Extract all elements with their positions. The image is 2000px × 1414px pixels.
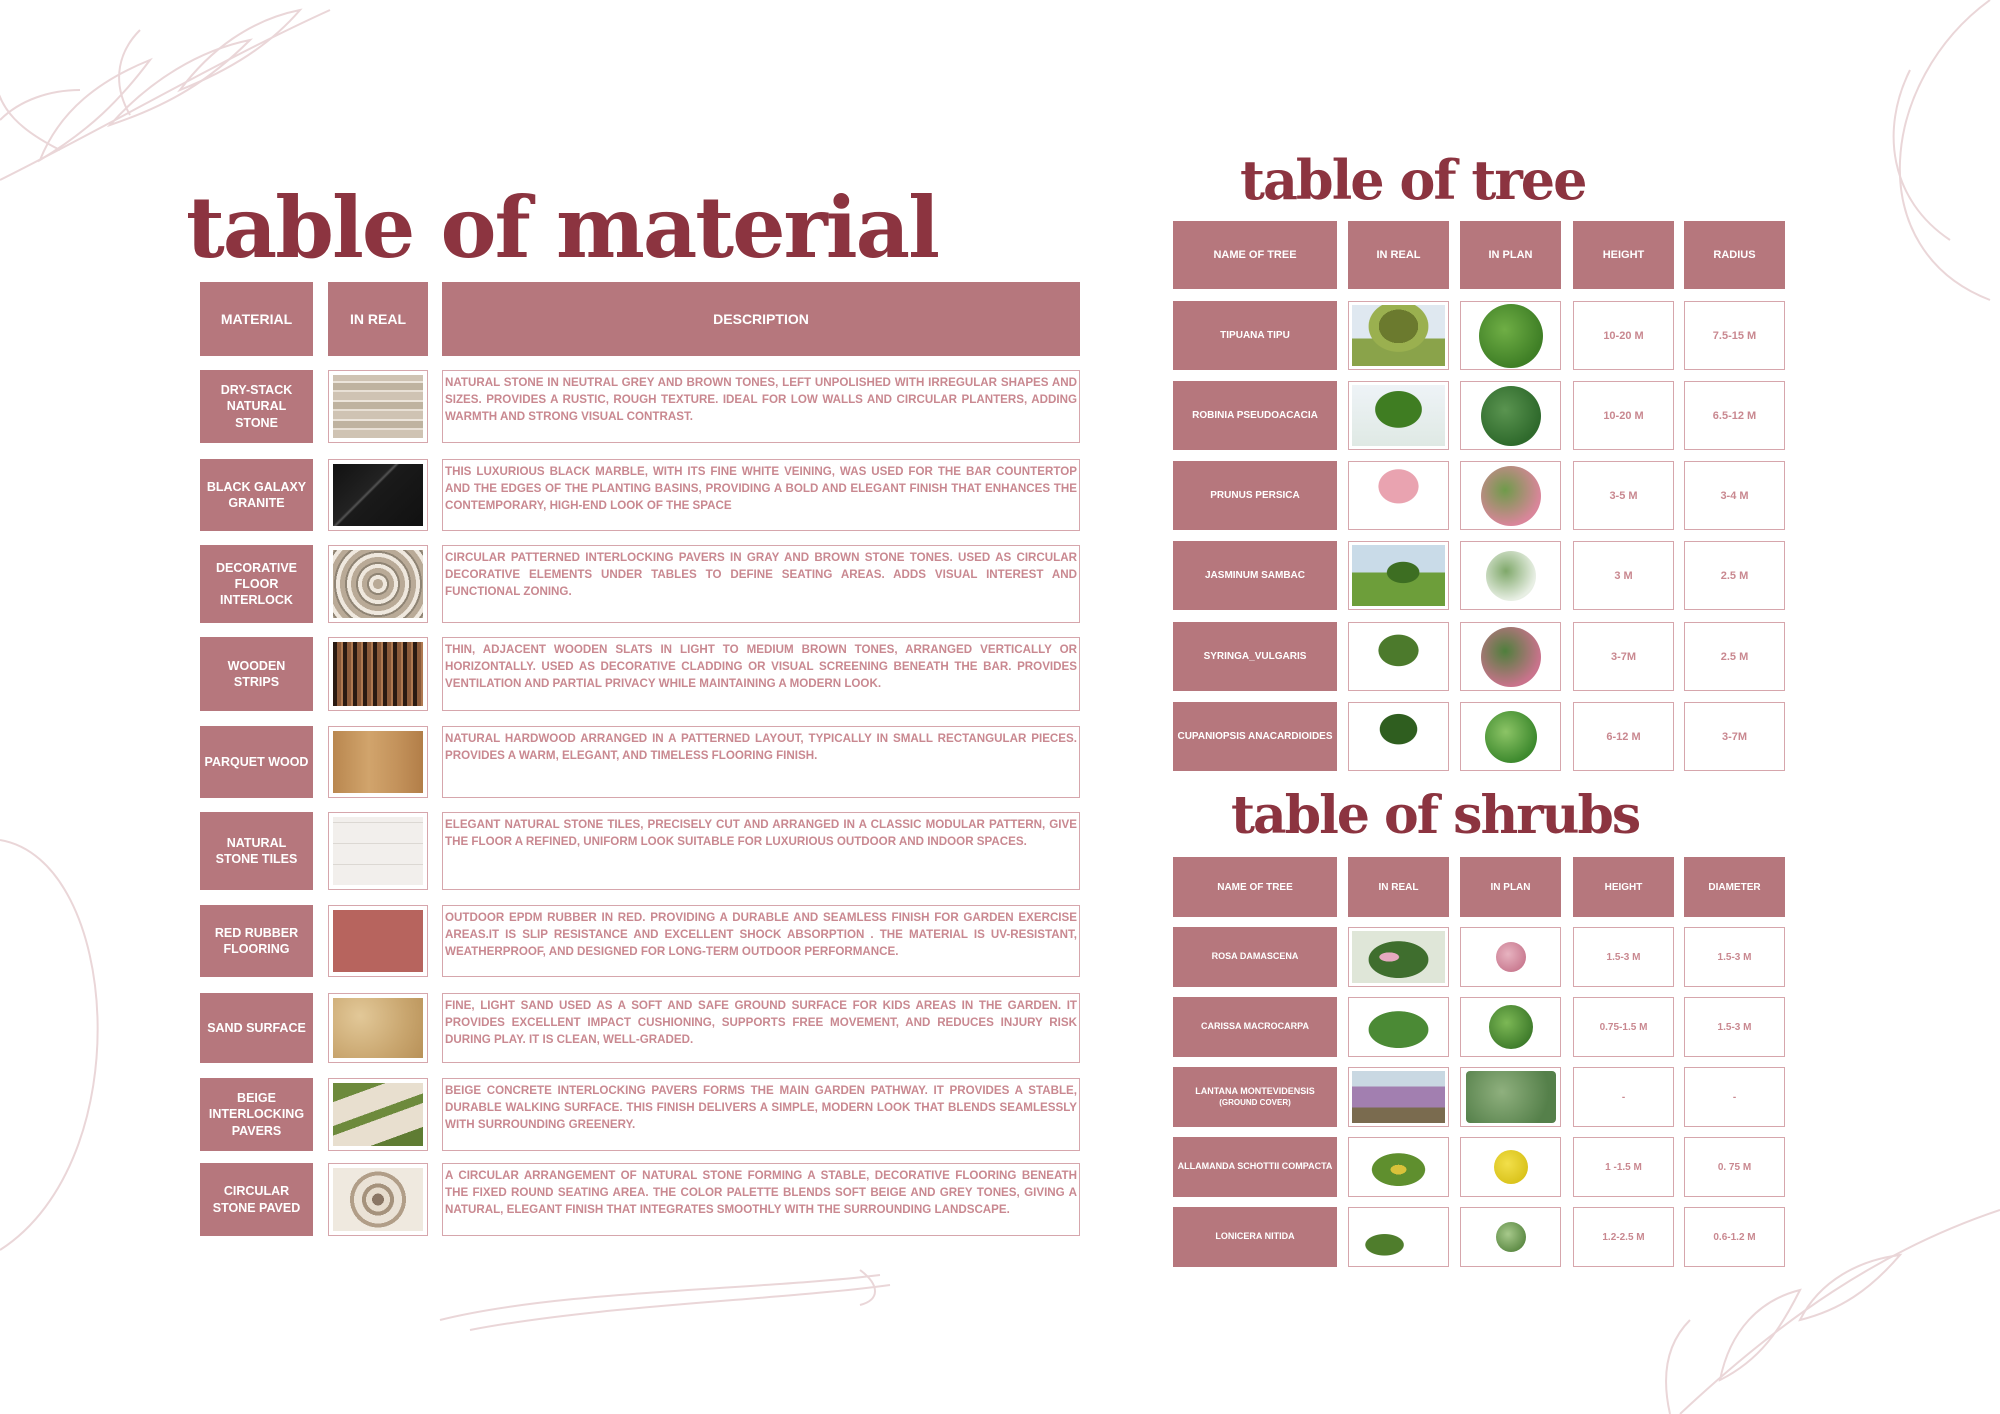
material-name-6: RED RUBBER FLOORING: [200, 905, 313, 977]
tree-real-photo-0: [1348, 301, 1449, 370]
material-description-6: OUTDOOR EPDM RUBBER IN RED. PROVIDING A DURABLE AND SEAMLESS FINISH FOR GARDEN EXERCISE AREAS.IT IS SLIP RESISTANCE AND EXCELLENT SHOCK ABSORPTION . THE MATERIAL IS UV-RESISTANT, WEATHERPROOF, AND DESIGNED FOR LONG-TERM OUTDOOR PERFORMANCE.: [442, 905, 1080, 977]
material-swatch-2: [328, 545, 428, 623]
shrub-header-1: IN REAL: [1348, 857, 1449, 917]
shrub-name-text: LANTANA MONTEVIDENSIS: [1195, 1085, 1315, 1096]
tree-real-photo-2: [1348, 461, 1449, 530]
material-swatch-8: [328, 1078, 428, 1151]
shrub-plan-icon: [1466, 1071, 1556, 1123]
shrub-header-4: DIAMETER: [1684, 857, 1785, 917]
shrub-name-2: [1173, 1067, 1337, 1127]
tree-radius-0: 7.5-15 M: [1684, 301, 1785, 370]
shrub-plan-symbol-2: [1460, 1067, 1561, 1127]
tree-real-photo-1: [1348, 381, 1449, 450]
material-description-1: THIS LUXURIOUS BLACK MARBLE, WITH ITS FINE WHITE VEINING, WAS USED FOR THE BAR COUNTERTOP AND THE EDGES OF THE PLANTING BASINS, PROVIDING A BOLD AND ELEGANT FINISH THAT ENHANCES THE CONTEMPORARY, HIGH-END LOOK OF THE SPACE: [442, 459, 1080, 531]
shrub-height-1: 0.75-1.5 M: [1573, 997, 1674, 1057]
shrub-plan-symbol-3: [1460, 1137, 1561, 1197]
shrub-plan-symbol-0: [1460, 927, 1561, 987]
shrub-name-note: (GROUND COVER): [1219, 1097, 1291, 1107]
material-description-9: A CIRCULAR ARRANGEMENT OF NATURAL STONE FORMING A STABLE, DECORATIVE FLOORING BENEATH THE FIXED ROUND SEATING AREA. THE COLOR PALETTE BLENDS SOFT BEIGE AND GREY TONES, GIVING A NATURAL, ELEGANT FINISH THAT INTEGRATES SMOOTHLY WITH THE SURROUNDING LANDSCAPE.: [442, 1163, 1080, 1236]
shrub-name-1: [1173, 997, 1337, 1057]
tree-radius-5: 3-7M: [1684, 702, 1785, 771]
shrub-height-0: 1.5-3 M: [1573, 927, 1674, 987]
shrub-real-photo-2: [1348, 1067, 1449, 1127]
tree-photo-image: [1352, 706, 1445, 767]
shrub-plan-symbol-1: [1460, 997, 1561, 1057]
shrub-header-0: NAME OF TREE: [1173, 857, 1337, 917]
tree-plan-icon: [1481, 386, 1541, 446]
material-name-4: PARQUET WOOD: [200, 726, 313, 798]
material-texture-image: [333, 817, 423, 885]
tree-header-4: RADIUS: [1684, 221, 1785, 289]
shrub-diameter-3: 0. 75 M: [1684, 1137, 1785, 1197]
material-texture-image: [333, 1168, 423, 1231]
material-swatch-9: [328, 1163, 428, 1236]
material-name-3: WOODEN STRIPS: [200, 637, 313, 711]
tree-header-0: NAME OF TREE: [1173, 221, 1337, 289]
material-name-5: NATURAL STONE TILES: [200, 812, 313, 890]
material-texture-image: [333, 998, 423, 1058]
shrub-name-text: ROSA DAMASCENA: [1211, 951, 1299, 962]
shrub-photo-image: [1352, 1211, 1445, 1263]
shrub-photo-image: [1352, 1141, 1445, 1193]
shrub-header-2: IN PLAN: [1460, 857, 1561, 917]
tree-plan-symbol-5: [1460, 702, 1561, 771]
material-swatch-0: [328, 370, 428, 443]
tree-name-3: JASMINUM SAMBAC: [1173, 541, 1337, 610]
material-description-3: THIN, ADJACENT WOODEN SLATS IN LIGHT TO MEDIUM BROWN TONES, ARRANGED VERTICALLY OR HORIZONTALLY. USED AS DECORATIVE CLADDING OR VISUAL SCREENING BENEATH THE BAR. PROVIDES VENTILATION AND PARTIAL PRIVACY WHILE MAINTAINING A MODERN LOOK.: [442, 637, 1080, 711]
shrub-photo-image: [1352, 1071, 1445, 1123]
tree-name-1: ROBINIA PSEUDOACACIA: [1173, 381, 1337, 450]
tree-height-5: 6-12 M: [1573, 702, 1674, 771]
tree-height-2: 3-5 M: [1573, 461, 1674, 530]
shrub-real-photo-3: [1348, 1137, 1449, 1197]
shrub-table-title: table of shrubs: [1231, 785, 1640, 846]
shrub-plan-icon: [1494, 1150, 1528, 1184]
material-name-7: SAND SURFACE: [200, 993, 313, 1063]
tree-real-photo-3: [1348, 541, 1449, 610]
material-texture-image: [333, 464, 423, 526]
tree-header-1: IN REAL: [1348, 221, 1449, 289]
tree-photo-image: [1352, 305, 1445, 366]
tree-header-2: IN PLAN: [1460, 221, 1561, 289]
material-swatch-4: [328, 726, 428, 798]
tree-photo-image: [1352, 545, 1445, 606]
tree-plan-icon: [1486, 551, 1536, 601]
shrub-photo-image: [1352, 931, 1445, 983]
tree-height-3: 3 M: [1573, 541, 1674, 610]
material-header-1: IN REAL: [328, 282, 428, 356]
tree-plan-symbol-4: [1460, 622, 1561, 691]
tree-name-2: PRUNUS PERSICA: [1173, 461, 1337, 530]
material-swatch-7: [328, 993, 428, 1063]
shrub-real-photo-1: [1348, 997, 1449, 1057]
tree-table-title: table of tree: [1240, 148, 1586, 212]
material-header-0: MATERIAL: [200, 282, 313, 356]
material-name-2: DECORATIVE FLOOR INTERLOCK: [200, 545, 313, 623]
material-texture-image: [333, 1083, 423, 1146]
tree-name-0: TIPUANA TIPU: [1173, 301, 1337, 370]
shrub-plan-icon: [1496, 942, 1526, 972]
material-description-0: NATURAL STONE IN NEUTRAL GREY AND BROWN TONES, LEFT UNPOLISHED WITH IRREGULAR SHAPES AND SIZES. PROVIDES A RUSTIC, ROUGH TEXTURE. IDEAL FOR LOW WALLS AND CIRCULAR PLANTERS, ADDING WARMTH AND STRONG VISUAL CONTRAST.: [442, 370, 1080, 443]
shrub-diameter-4: 0.6-1.2 M: [1684, 1207, 1785, 1267]
shrub-name-3: [1173, 1137, 1337, 1197]
material-header-2: DESCRIPTION: [442, 282, 1080, 356]
shrub-real-photo-4: [1348, 1207, 1449, 1267]
tree-plan-symbol-0: [1460, 301, 1561, 370]
tree-plan-icon: [1481, 627, 1541, 687]
tree-plan-icon: [1485, 711, 1537, 763]
tree-plan-icon: [1479, 304, 1543, 368]
material-name-9: CIRCULAR STONE PAVED: [200, 1163, 313, 1236]
shrub-name-0: [1173, 927, 1337, 987]
tree-header-3: HEIGHT: [1573, 221, 1674, 289]
material-texture-image: [333, 642, 423, 706]
material-description-7: FINE, LIGHT SAND USED AS A SOFT AND SAFE GROUND SURFACE FOR KIDS AREAS IN THE GARDEN. IT PROVIDES EXCELLENT IMPACT CUSHIONING, SUPPORTS FREE MOVEMENT, AND REDUCES INJURY RISK DURING PLAY. IT IS CLEAN, WELL-GRADED.: [442, 993, 1080, 1063]
material-texture-image: [333, 550, 423, 618]
tree-radius-1: 6.5-12 M: [1684, 381, 1785, 450]
shrub-height-2: -: [1573, 1067, 1674, 1127]
shrub-diameter-0: 1.5-3 M: [1684, 927, 1785, 987]
shrub-name-text: ALLAMANDA SCHOTTII COMPACTA: [1177, 1161, 1333, 1172]
tree-plan-symbol-1: [1460, 381, 1561, 450]
material-description-2: CIRCULAR PATTERNED INTERLOCKING PAVERS IN GRAY AND BROWN STONE TONES. USED AS CIRCULAR DECORATIVE ELEMENTS UNDER TABLES TO DEFINE SEATING AREAS. ADDS VISUAL INTEREST AND FUNCTIONAL ZONING.: [442, 545, 1080, 623]
tree-photo-image: [1352, 465, 1445, 526]
material-description-5: ELEGANT NATURAL STONE TILES, PRECISELY CUT AND ARRANGED IN A CLASSIC MODULAR PATTERN, GIVE THE FLOOR A REFINED, UNIFORM LOOK SUITABLE FOR LUXURIOUS OUTDOOR AND INDOOR SPACES.: [442, 812, 1080, 890]
tree-plan-symbol-3: [1460, 541, 1561, 610]
tree-real-photo-5: [1348, 702, 1449, 771]
tree-photo-image: [1352, 385, 1445, 446]
tree-radius-4: 2.5 M: [1684, 622, 1785, 691]
material-swatch-5: [328, 812, 428, 890]
shrub-diameter-2: -: [1684, 1067, 1785, 1127]
material-name-1: BLACK GALAXY GRANITE: [200, 459, 313, 531]
material-name-0: DRY-STACK NATURAL STONE: [200, 370, 313, 443]
shrub-height-3: 1 -1.5 M: [1573, 1137, 1674, 1197]
tree-plan-icon: [1481, 466, 1541, 526]
tree-height-1: 10-20 M: [1573, 381, 1674, 450]
material-table-title: table of material: [186, 178, 939, 277]
tree-height-4: 3-7M: [1573, 622, 1674, 691]
shrub-plan-icon: [1496, 1222, 1526, 1252]
material-name-8: BEIGE INTERLOCKING PAVERS: [200, 1078, 313, 1151]
shrub-height-4: 1.2-2.5 M: [1573, 1207, 1674, 1267]
material-swatch-3: [328, 637, 428, 711]
material-texture-image: [333, 731, 423, 793]
material-texture-image: [333, 910, 423, 972]
shrub-name-text: LONICERA NITIDA: [1215, 1231, 1295, 1242]
tree-height-0: 10-20 M: [1573, 301, 1674, 370]
tree-radius-3: 2.5 M: [1684, 541, 1785, 610]
tree-radius-2: 3-4 M: [1684, 461, 1785, 530]
shrub-photo-image: [1352, 1001, 1445, 1053]
material-description-4: NATURAL HARDWOOD ARRANGED IN A PATTERNED LAYOUT, TYPICALLY IN SMALL RECTANGULAR PIECES. PROVIDES A WARM, ELEGANT, AND TIMELESS FLOORING FINISH.: [442, 726, 1080, 798]
shrub-real-photo-0: [1348, 927, 1449, 987]
tree-name-4: SYRINGA_VULGARIS: [1173, 622, 1337, 691]
tree-name-5: CUPANIOPSIS ANACARDIOIDES: [1173, 702, 1337, 771]
material-swatch-1: [328, 459, 428, 531]
shrub-header-3: HEIGHT: [1573, 857, 1674, 917]
shrub-name-4: [1173, 1207, 1337, 1267]
material-swatch-6: [328, 905, 428, 977]
material-description-8: BEIGE CONCRETE INTERLOCKING PAVERS FORMS THE MAIN GARDEN PATHWAY. IT PROVIDES A STABLE, DURABLE WALKING SURFACE. THIS FINISH DELIVERS A SIMPLE, MODERN LOOK THAT BLENDS SEAMLESSLY WITH SURROUNDING GREENERY.: [442, 1078, 1080, 1151]
tree-plan-symbol-2: [1460, 461, 1561, 530]
shrub-name-text: CARISSA MACROCARPA: [1201, 1021, 1309, 1032]
shrub-diameter-1: 1.5-3 M: [1684, 997, 1785, 1057]
material-texture-image: [333, 375, 423, 438]
shrub-plan-icon: [1489, 1005, 1533, 1049]
shrub-plan-symbol-4: [1460, 1207, 1561, 1267]
tree-photo-image: [1352, 626, 1445, 687]
tree-real-photo-4: [1348, 622, 1449, 691]
